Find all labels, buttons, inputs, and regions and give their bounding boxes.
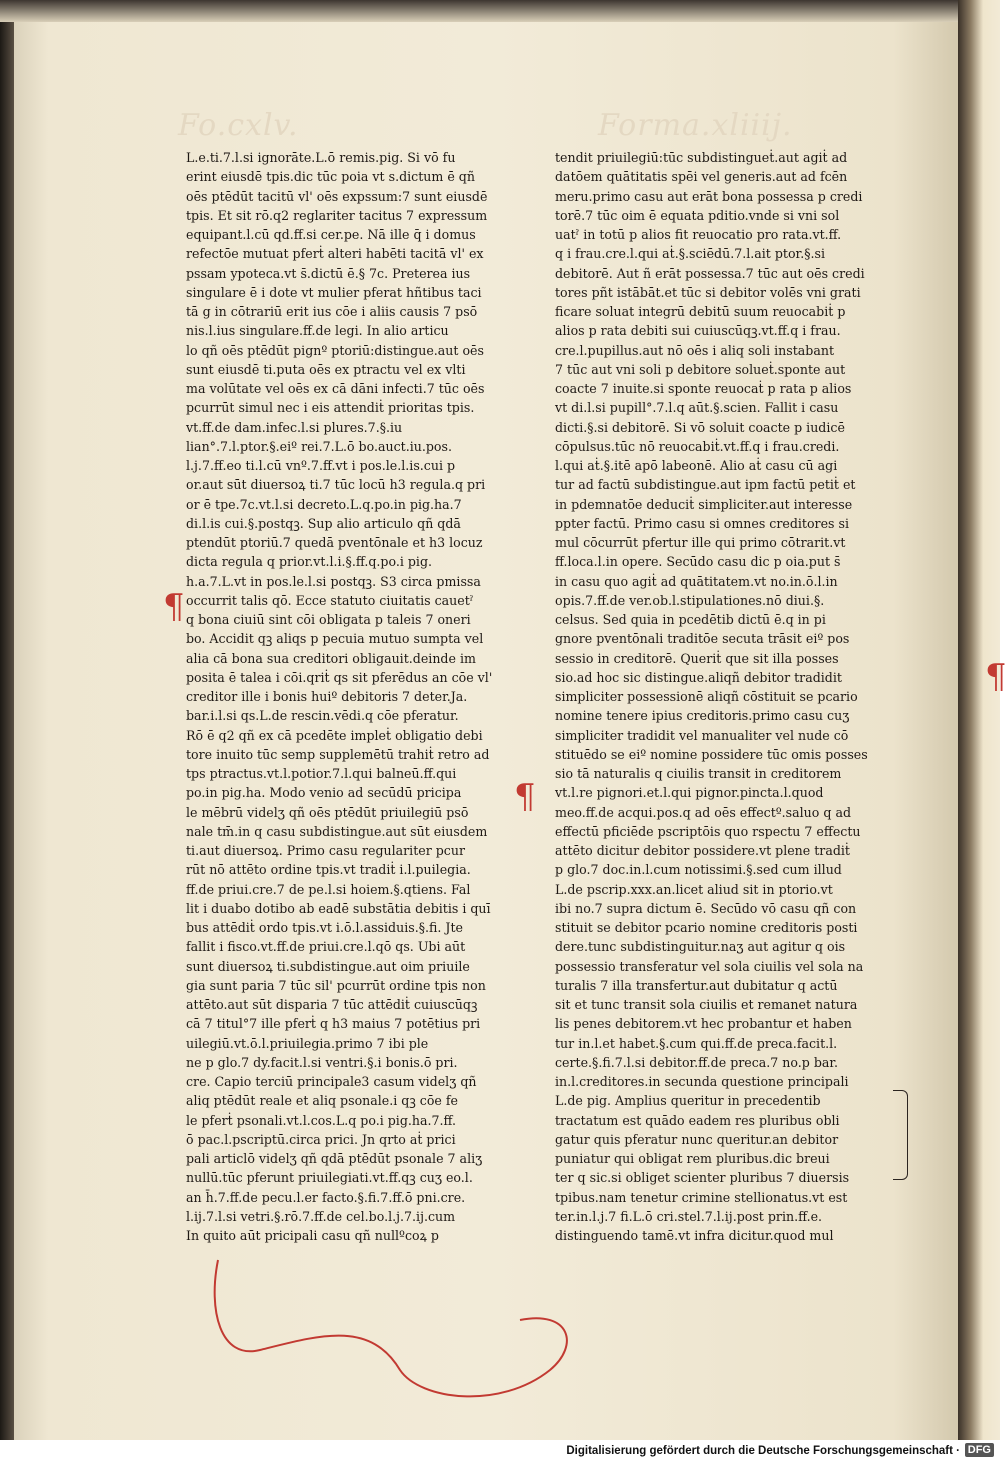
text-line: simpliciter tradidit vel manualiter vel nude cō [555,727,849,743]
text-line: gatur quis pferatur nunc queritur.an debitor [555,1131,839,1147]
text-line: l.qui aṫ.§.itē apō labeonē. Alio aṫ casu cū agi [555,458,838,473]
text-line: L.de pscrip.xxx.an.licet aliud sit in ptorio.vt [555,881,833,897]
folio-number-left: Fo.cxlv. [178,108,299,143]
text-line: in casu quo agiṫ ad quātitatem.vt no.in.ō.l.in [555,573,838,589]
text-line: ppter factū. Primo casu si omnes creditores si [555,515,849,531]
text-line: l.j.7.ff.eo ti.l.cū vnº.7.ff.vt i pos.le.l.is.cui p [186,458,456,473]
text-line: tendit priuilegiū:tūc subdistingueṫ.aut agiṫ ad [555,150,848,165]
text-line: sunt diuersoꝝ ti.subdistingue.aut oim priuile [186,958,470,974]
text-line: torē.7 tūc oim ē equata pditio.vnde si vni sol [555,207,840,223]
text-line: nis.l.ius singulare.ff.de legi. In alio articu [186,323,449,339]
text-line: coacte 7 inuite.si sponte reuocaṫ p rata p alios [555,381,852,396]
text-line: meo.ff.de acqui.pos.q ad oēs effectº.saluo q ad [555,804,852,820]
text-line: bus attēdiṫ ordo tpis.vt i.ō.l.assiduis.§.fi. Jte [186,920,463,935]
text-line: bo. Accidit qꝫ aliqs p pecuia mutuo sumpta vel [186,631,484,647]
text-line: In quito aūt pricipali casu qñ nullºcoꝝ p [186,1228,439,1243]
text-line: cōpulsus.tūc nō reuocabiṫ.vt.ff.q i frau.credi. [555,438,840,454]
text-line: an h̄.7.ff.de pecu.l.er facto.§.fi.7.ff.ō pni.cre. [186,1189,466,1205]
text-line: tur in.l.et habet.§.cum qui.ff.de preca.facit.l. [555,1035,838,1051]
text-line: ff.de priui.cre.7 de pe.l.si hoiem.§.qtiens. Fal [186,881,471,897]
text-line: aliq ptēdūt reale et aliq psonale.i qꝫ cōe fe [186,1093,458,1109]
text-line: ō pac.l.pscriptū.circa prici. Jn qrto aṫ prici [186,1131,456,1147]
text-line: sunt eiusdē ti.puta oēs ex ptractu vel ex vlti [186,361,466,377]
text-line: sessio in creditorē. Queriṫ que sit illa posses [555,650,839,666]
text-line: cre. Capio terciū principale3 casum videlʒ qñ [186,1074,477,1089]
text-line: ter.in.l.j.7 fi.L.ō cri.stel.7.l.ij.post prin.ff.e. [555,1208,823,1224]
text-line: vt.l.re pignori.et.l.qui pignor.pincta.l.quod [555,785,824,801]
text-line: 7 tūc aut vni soli p debitore solueṫ.sponte aut [555,361,846,377]
text-line: alia cā bona sua creditori obligauit.deinde im [186,650,476,666]
text-line: po.in pig.ha. Modo venio ad secūdū pricipa [186,785,462,801]
marginal-bracket [893,1090,908,1180]
text-line: L.e.ti.7.l.si ignorāte.L.ō remis.pig. Si vō fu [186,150,456,165]
text-line: vt.ff.de dam.infec.l.si plures.7.§.iu [186,419,403,435]
book-edge-top [0,0,1000,22]
text-line: nomine tenere ipius creditoris.primo casu cuʒ [555,708,850,724]
text-line: le pferṫ psonali.vt.l.cos.L.q po.i pig.ha.7.ff. [186,1112,457,1128]
text-line: occurrit talis qō. Ecce statuto ciuitatis cauetˀ [186,592,474,608]
text-line: creditor ille i bonis huiº debitoris 7 deter.Ja. [186,689,468,704]
text-line: in pdemnatōe deduciṫ simpliciter.aut interesse [555,496,853,512]
text-line: ter q sic.si obliget scienter pluribus 7 diuersis [555,1170,850,1186]
text-line: Rō ē q2 qñ ex cā pcedēte impleṫ obligatio debi [186,727,483,743]
text-line: cā 7 titul°7 ille pferṫ q h3 maius 7 potētius pri [186,1016,481,1032]
text-line: p glo.7 doc.in.l.cum notissimi.§.sed cum illud [555,862,842,878]
text-line: celsus. Sed quia in pcedētib dictū ē.q in pi [555,612,826,627]
text-line: tractatum est quādo eadem res pluribus obli [555,1112,840,1128]
text-line: lo qñ oēs ptēdūt pignº ptoriū:distingue.aut oēs [186,342,484,358]
text-line: debitorē. Aut ñ erāt possessa.7 tūc aut oēs credi [555,265,865,281]
dfg-logo: DFG [965,1443,994,1457]
text-line: le mēbrū videlʒ qñ oēs ptēdūt priuilegiū psō [186,804,469,820]
text-line: equipant.l.cū qd.ff.si cer.pe. Nā ille q̄ i domus [186,227,476,242]
text-line: l.ij.7.l.si vetri.§.rō.7.ff.de cel.bo.l.j.7.ij.cum [186,1208,456,1224]
text-line: ptendūt ptoriū.7 quedā pventōnale et h3 locuz [186,535,483,550]
text-line: h.a.7.L.vt in pos.le.l.si postqꝫ. S3 circa pmissa [186,573,481,589]
text-line: or ē tpe.7c.vt.l.si decreto.L.q.po.in pig.ha.7 [186,496,462,512]
text-line: simpliciter possessionē aliqñ cōstituit se pcario [555,689,858,704]
text-line: ff.loca.l.in opere. Secūdo casu dic p oia.put s̄ [555,554,841,570]
text-line: ficare soluat integrū debitū suum reuocabiṫ p [555,304,846,319]
book-gutter [958,0,1000,1440]
text-line: puniatur qui obligat rem pluribus.dic breui [555,1151,830,1166]
text-line: refectōe mutuat pferṫ alteri habēti tacitā vl' ex [186,246,484,262]
folio-number-right: Forma.xliiij. [598,108,793,143]
text-line: attēto dicitur debitor possidere.vt plene tradiṫ [555,843,850,858]
text-line: L.de pig. Amplius queritur in precedentib [555,1093,821,1109]
text-line: vt di.l.si pupill°.7.l.q aūt.§.scien. Fallit i casu [555,400,839,416]
text-line: sio.ad hoc sic distingue.aliqñ debitor tradidit [555,669,842,685]
text-line: erint eiusdē tpis.dic tūc poia vt s.dictum ē qñ [186,169,475,185]
text-line: q i frau.cre.l.qui aṫ.§.sciēdū.7.l.ait ptor.§.si [555,246,825,262]
text-line: in.l.creditores.in secunda questione principali [555,1074,849,1089]
text-line: di.l.is cui.§.postqꝫ. Sup alio articulo qñ qdā [186,515,461,531]
paragraph-mark-icon: ¶ [985,657,1007,697]
text-line: stituit se debitor pcario nomine creditoris posti [555,920,858,935]
paragraph-mark-icon: ¶ [514,777,536,817]
text-line: uilegiū.vt.ō.l.priuilegia.primo 7 ibi ple [186,1035,429,1051]
text-line: tpibus.nam tenetur crimine stellionatus.vt est [555,1189,848,1205]
text-line: possessio transferatur vel sola ciuilis vel sola na [555,958,864,974]
text-line: turalis 7 illa transfertur.aut dubitatur q actū [555,977,838,993]
text-line: cre.l.pupillus.aut nō oēs i aliq soli instabant [555,342,835,358]
text-line: certe.§.fi.7.l.si debitor.ff.de preca.7 no.p bar. [555,1054,839,1070]
text-line: dicta regula q prior.vt.l.i.§.ff.q.po.i pig. [186,554,433,570]
text-line: gia sunt paria 7 tūc sil' pcurrūt ordine tpis non [186,977,486,993]
text-line: posita ē talea i cōi.qriṫ qs sit pferēdus an cōe vl' [186,669,493,685]
red-flourish-icon [200,1250,600,1410]
text-line: dicti.§.si debitorē. Si vō soluit coacte p iudicē [555,419,845,435]
text-line: distinguendo tamē.vt infra dicitur.quod mul [555,1228,834,1243]
text-line: lis penes debitorem.vt hec probantur et haben [555,1016,852,1032]
text-line: opis.7.ff.de ver.ob.l.stipulationes.nō diui.§. [555,592,825,608]
funding-credit: Digitalisierung gefördert durch die Deutsche Forschungsgemeinschaft · [566,1445,960,1457]
text-line: tur ad factū subdistingue.aut ipm factū petiṫ et [555,477,856,493]
text-line: ne p glo.7 dy.facit.l.si ventri.§.i bonis.ō pri. [186,1054,458,1070]
text-line: nullū.tūc pferunt priuilegiati.vt.ff.qꝫ cuʒ eo.l. [186,1170,473,1186]
text-line: tps ptractus.vt.l.potior.7.l.qui balneū.ff.qui [186,766,457,781]
text-line: ti.aut diuersoꝝ. Primo casu regulariter pcur [186,843,465,858]
text-line: ma volūtate vel oēs ex cā dāni infecti.7 tūc oēs [186,381,485,396]
footer-bar [0,1440,1000,1464]
text-line: tā g in cōtrariū erit ius cōe i aliis causis 7 psō [186,304,478,319]
text-line: attēto.aut sūt disparia 7 tūc attēdiṫ cuiuscūqꝫ [186,997,478,1012]
text-line: nale tm̄.in q casu subdistingue.aut sūt eiusdem [186,823,488,839]
text-line: uatˀ in totū p alios fit reuocatio pro rata.vt.ff. [555,227,842,242]
text-line: alios p rata debiti sui cuiuscūqꝫ.vt.ff.q i frau. [555,323,841,339]
text-line: dere.tunc subdistinguitur.naʒ aut agitur q ois [555,939,846,955]
text-line: stituēdo se eiº nomine possidere tūc omis posses [555,746,868,762]
book-edge-left [0,0,14,1440]
text-line: tpis. Et sit rō.q2 reglariter tacitus 7 expressum [186,207,488,223]
text-line: datōem quātitatis spēi vel generis.aut ad fcēn [555,169,848,185]
paragraph-mark-icon: ¶ [163,587,185,627]
text-line: ibi no.7 supra dictum ē. Secūdo vō casu qñ con [555,900,857,916]
text-line: lian°.7.l.ptor.§.eiº rei.7.L.ō bo.auct.iu.pos. [186,438,452,454]
text-line: sit et tunc transit sola ciuilis et remanet natura [555,997,858,1012]
text-line: tore inuito tūc semp supplemētū trahiṫ retro ad [186,746,490,762]
text-line: lit i duabo dotibo ab eadē substātia debitis i quī [186,900,491,916]
text-line: pcurrūt simul nec i eis attendiṫ prioritas tpis. [186,400,475,416]
text-line: tores pñt istābāt.et tūc si debitor volēs vni grati [555,284,861,300]
text-line: singulare ē i dote vt mulier pferat hñtibus taci [186,284,482,300]
text-line: pssam ypoteca.vt s̄.dictū ē.§ 7c. Preterea ius [186,265,471,281]
text-line: rūt nō attēto ordine tpis.vt tradiṫ i.l.puilegia. [186,862,471,878]
text-line: pali articlō videlʒ qñ qdā ptēdūt psonale 7 aliʒ [186,1151,483,1166]
text-line: sio tā naturalis q ciuilis transit in creditorem [555,766,842,781]
text-line: q bona ciuiū sint cōi obligata p taleis 7 oneri [186,612,471,627]
text-line: oēs ptēdūt tacitū vl' oēs expssum:7 sunt eiusdē [186,188,488,204]
text-line: fallit i fisco.vt.ff.de priui.cre.l.qō qs. Ubi aūt [186,939,466,955]
text-line: gnore pventōnali traditōe secuta trāsit eiº pos [555,631,850,647]
text-line: or.aut sūt diuersoꝝ ti.7 tūc locū h3 regula.q pri [186,477,486,493]
text-line: bar.i.l.si qs.L.de rescin.vēdi.q cōe pferatur. [186,708,459,724]
text-line: effectū pficiēde pscriptōis quo rspectu 7 effectu [555,823,861,839]
text-line: mul cōcurrūt pfertur ille qui primo cōtrarit.vt [555,535,846,550]
text-line: meru.primo casu aut erāt bona possessa p credi [555,188,863,204]
